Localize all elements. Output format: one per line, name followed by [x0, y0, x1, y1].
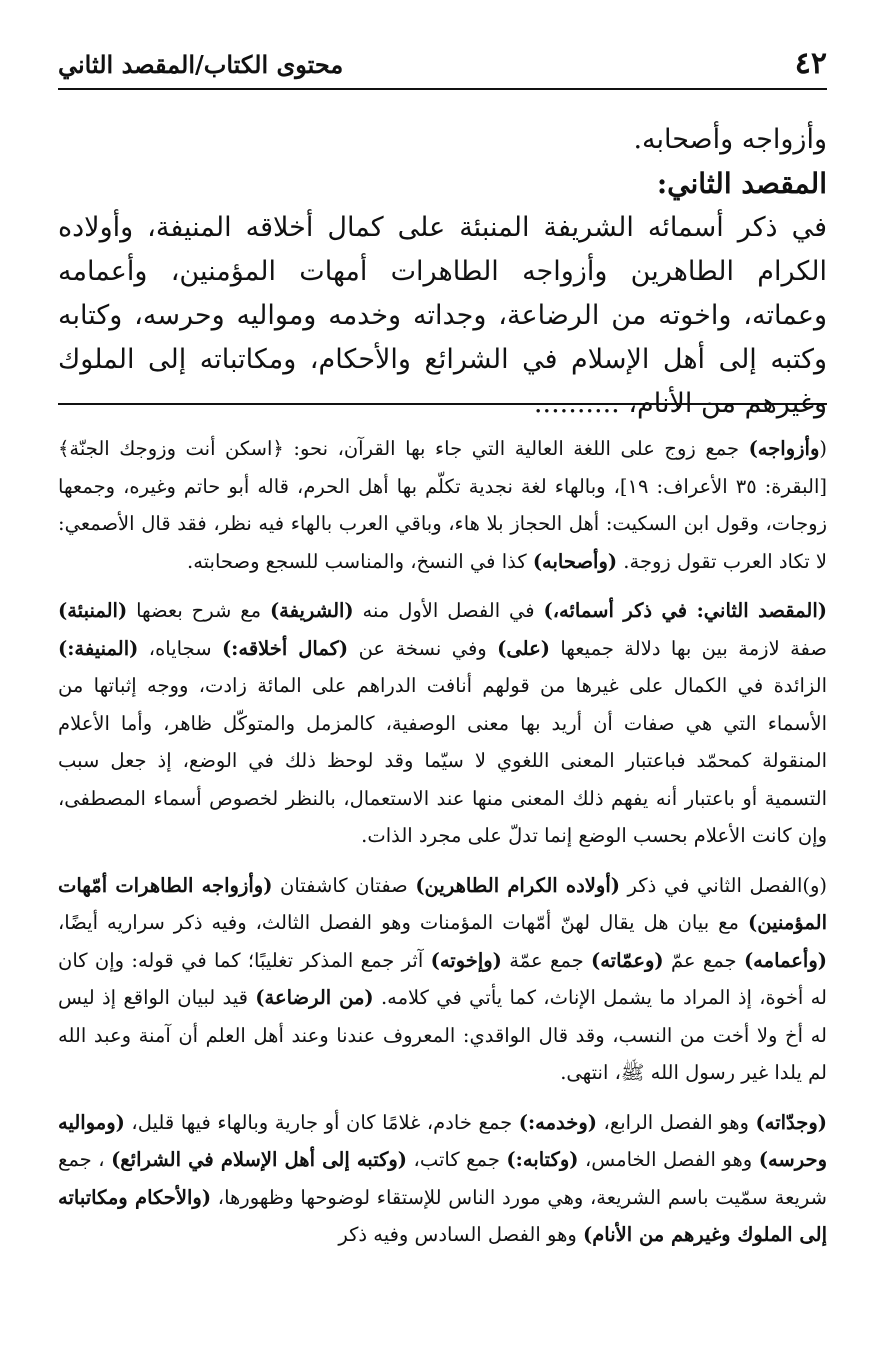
main-line-1: وأزواجه وأصحابه.	[633, 124, 827, 155]
main-paragraph: في ذكر أسمائه الشريفة المنبئة على كمال أخلاقه المنيفة، وأولاده الكرام الطاهرين وأزواجه الطاهرات أمهات المؤمنين، وأعمامه وعماته، واخوته من الرضاعة، وجداته وخدمه ومواليه وحرسه، وكتابه وكتبه إلى أهل الإسلام في الشرائع والأحكام، ومكاتباته إلى الملوك وغيرهم من الأنام، ..........	[58, 212, 827, 419]
page-number: ٤٢	[794, 46, 827, 81]
commentary-paragraph-3: (و)الفصل الثاني في ذكر (أولاده الكرام الطاهرين) صفتان كاشفتان (وأزواجه الطاهرات أمّهات المؤمنين) مع بيان هل يقال لهنّ أمّهات المؤمنات وهو الفصل الثالث، وفيه ذكر سراريه أيضًا، (وأعمامه) جمع عمّ (وعمّاته) جمع عمّة (وإخوته) آثر جمع المذكر تغليبًا؛ كما في قوله: وإن كان له أخوة، إذ المراد ما يشمل الإناث، كما يأتي في كلامه. (من الرضاعة) قيد لبيان الواقع إذ ليس له أخ ولا أخت من النسب، وقد قال الواقدي: المعروف عندنا وعند أهل العلم أن آمنة وعبد الله لم يلدا غير رسول الله ﷺ، انتهى.	[58, 873, 827, 1084]
section-heading: المقصد الثاني:	[656, 167, 827, 200]
page-header	[58, 44, 827, 90]
commentary-paragraph-2: (المقصد الثاني: في ذكر أسمائه،) في الفصل الأول منه (الشريفة) مع شرح بعضها (المنبئة) صفة لازمة بين بها دلالة جميعها (على) وفي نسخة عن (كمال أخلاقه:) سجاياه، (المنيفة:) الزائدة في الكمال على غيرها من قولهم أنافت الدراهم على المائة زادت، ووجه إثباتها من الأسماء التي هي صفات أن أريد بها معنى الوصفية، كالمزمل والمتوكّل ظاهر، وأما الأعلام المنقولة كمحمّد فباعتبار المعنى اللغوي لا سيّما وقد لوحظ ذلك في الوضع، إذ جعل سبب التسمية أو باعتبار أنه يفهم ذلك المعنى منها عند الاستعمال، بالنظر لخصوص أسماء المصطفى، وإن كانت الأعلام بحسب الوضع إنما تدلّ على مجرد الذات.	[58, 599, 827, 847]
text-separator-line	[58, 403, 827, 405]
commentary	[58, 430, 827, 1266]
running-title: محتوى الكتاب/المقصد الثاني	[58, 50, 344, 79]
main-text	[58, 118, 827, 426]
commentary-paragraph-1: (وأزواجه) جمع زوج على اللغة العالية التي جاء بها القرآن، نحو: ﴿اسكن أنت وزوجك الجنّة﴾ [البقرة: ٣٥ الأعراف: ١٩]، وبالهاء لغة نجدية تكلّم بها أهل الحرم، قاله أبو حاتم وغيره، وجمعها زوجات، وقول ابن السكيت: أهل الحجاز بلا هاء، وباقي العرب بالهاء فيه نظر، فقد قال الأصمعي: لا تكاد العرب تقول زوجة. (وأصحابه) كذا في النسخ، والمناسب للسجع وصحابته.	[58, 437, 827, 573]
commentary-paragraph-4: (وجدّاته) وهو الفصل الرابع، (وخدمه:) جمع خادم، غلامًا كان أو جارية وبالهاء فيها قليل، (ومواليه وحرسه) وهو الفصل الخامس، (وكتابه:) جمع كاتب، (وكتبه إلى أهل الإسلام في الشرائع) ، جمع شريعة سمّيت باسم الشريعة، وهي مورد الناس للإستقاء لوضوحها وظهورها، (والأحكام ومكاتباته إلى الملوك وغيرهم من الأنام) وهو الفصل السادس وفيه ذكر	[58, 1110, 828, 1246]
